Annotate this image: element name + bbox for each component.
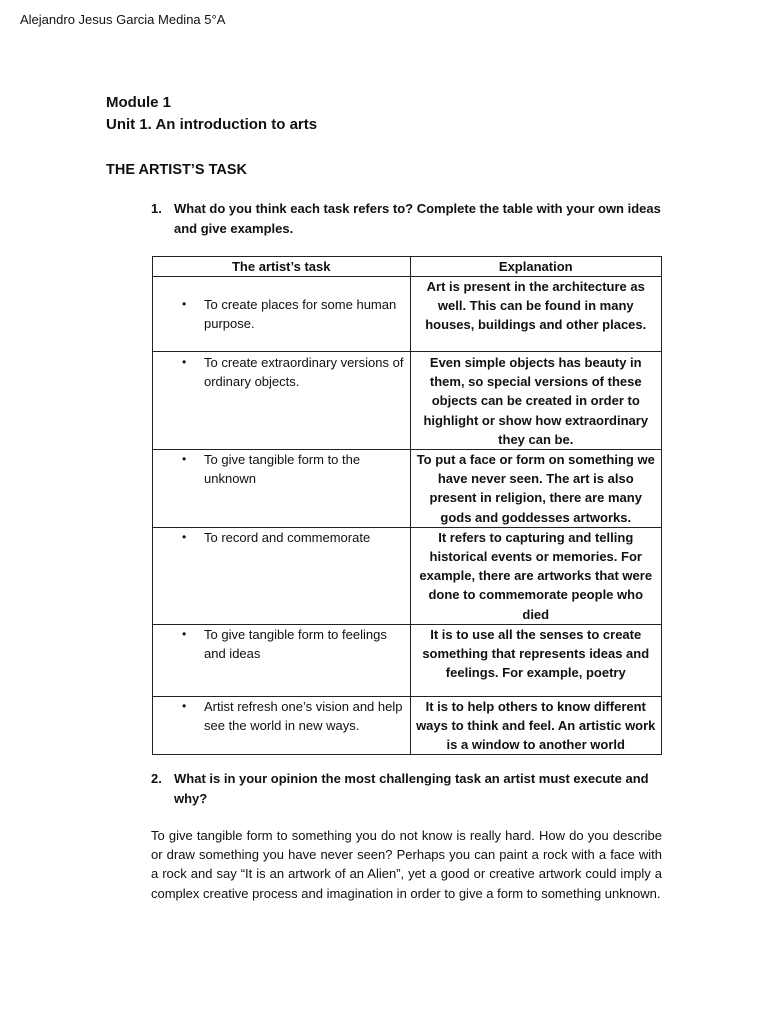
bullet-icon: •	[182, 698, 187, 713]
question-2-number: 2.	[151, 771, 162, 786]
table-row	[153, 696, 662, 755]
task-text: To give tangible form to feelings and ideas	[204, 626, 387, 662]
table-row	[153, 277, 662, 352]
explanation-cell: Even simple objects has beauty in them, so special versions of these objects can be created in order to highlight or show how extraordinary they can be.	[410, 352, 662, 450]
question-1	[151, 199, 663, 238]
task-cell	[153, 352, 411, 450]
table-row	[153, 450, 662, 528]
unit-title: Unit 1. An introduction to arts	[106, 116, 318, 133]
answer-2-paragraph: To give tangible form to something you do not know is really hard. How do you describe or draw something you have never seen? Perhaps you can paint a rock with a face with a rock and say “It is an artwork of an Alien”, yet a good or creative artwork could imply a complex creative process and imagination in order to give a form to something unknown.	[151, 828, 662, 901]
task-cell	[153, 450, 411, 528]
task-text: To give tangible form to the unknown	[204, 452, 361, 487]
artist-task-table	[152, 256, 662, 755]
explanation-cell: It is to use all the senses to create something that represents ideas and feelings. For example, poetry	[410, 624, 662, 696]
module-title: Module 1	[106, 94, 172, 111]
bullet-icon: •	[182, 529, 187, 544]
explanation-cell: It refers to capturing and telling historical events or memories. For example, there are artworks that were done to commemorate people who died	[410, 527, 662, 624]
bullet-icon: •	[182, 355, 187, 369]
table-row	[153, 352, 662, 450]
task-cell	[153, 527, 411, 624]
task-text: To record and commemorate	[204, 529, 371, 545]
task-text: To create extraordinary versions of ordinary objects.	[204, 355, 404, 390]
explanation-cell: It is to help others to know different ways to think and feel. An artistic work is a window to another world	[410, 696, 662, 755]
table-row	[153, 527, 662, 624]
question-1-number: 1.	[151, 201, 162, 216]
student-name: Alejandro Jesus Garcia Medina 5°A	[20, 12, 226, 27]
question-2	[151, 769, 663, 808]
table-row	[153, 624, 662, 696]
bullet-icon: •	[182, 297, 187, 311]
header-artist-task: The artist’s task	[153, 257, 411, 277]
table-header-row	[153, 257, 662, 277]
question-2-text: What is in your opinion the most challenging task an artist must execute and why?	[174, 771, 649, 806]
task-text: To create places for some human purpose.	[204, 297, 397, 332]
explanation-cell: Art is present in the architecture as well. This can be found in many houses, buildings and other places.	[410, 277, 662, 352]
question-1-text: What do you think each task refers to? Complete the table with your own ideas and give examples.	[174, 201, 661, 236]
bullet-icon: •	[182, 452, 187, 467]
section-heading: THE ARTIST’S TASK	[106, 162, 247, 178]
task-text: Artist refresh one’s vision and help see the world in new ways.	[204, 698, 403, 734]
module-heading	[106, 92, 317, 136]
task-cell	[153, 696, 411, 755]
header-explanation: Explanation	[410, 257, 662, 277]
explanation-cell: To put a face or form on something we have never seen. The art is also present in religion, there are many gods and goddesses artworks.	[410, 450, 662, 528]
task-cell	[153, 624, 411, 696]
bullet-icon: •	[182, 626, 187, 641]
task-cell	[153, 277, 411, 352]
